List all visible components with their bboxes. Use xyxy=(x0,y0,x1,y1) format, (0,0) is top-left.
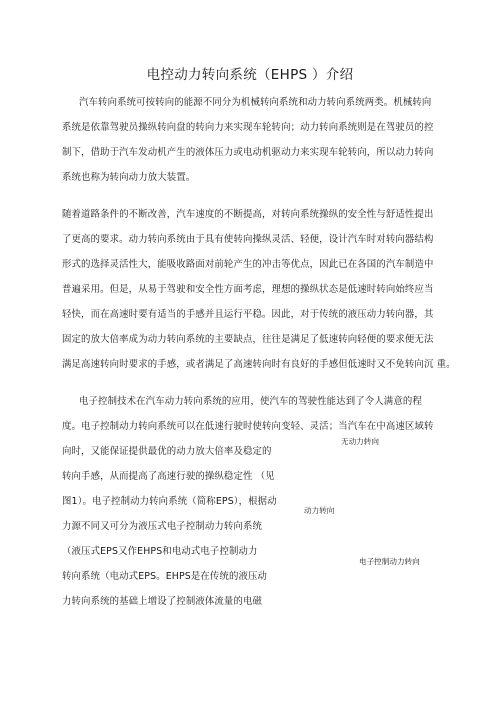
paragraph-line: 转向手感，从而提高了高速行驶的操纵稳定性 （见 xyxy=(62,471,275,482)
paragraph-line: 轻快，而在高速时要有适当的手感并且运行平稳。因此，对于传统的液压动力转向器，其 xyxy=(62,309,434,320)
paragraph-line: 汽车转向系统可按转向的能源不同分为机械转向系统和动力转向系统两类。机械转向 xyxy=(79,97,432,108)
page-title: 电控动力转向系统（EHPS ）介绍 xyxy=(146,67,354,83)
paragraph-line: 随着道路条件的不断改善，汽车速度的不断提高，对转向系统操纵的安全性与舒适性提出 xyxy=(62,209,434,220)
paragraph-line: 普遍采用。但是，从易于驾驶和安全性方面考虑，理想的操纵状态是低速时转向始终应当 xyxy=(62,284,434,295)
paragraph-line: 力源不同又可分为液压式电子控制动力转向系统 xyxy=(62,521,263,532)
paragraph-line: 转向系统（电动式EPS。EHPS是在传统的液压动 xyxy=(62,571,268,582)
paragraph-line: 图1）。电子控制动力转向系统（简称EPS），根据动 xyxy=(62,496,277,507)
paragraph-line: 满足高速转向时要求的手感，或者满足了高速转向时有良好的手感但低速时又不免转向沉 重。 xyxy=(62,359,456,370)
figure-label-power: 动力转向 xyxy=(304,506,335,515)
paragraph-line: 度。电子控制动力转向系统可以在低速行驶时使转向变轻、灵活；当汽车在中高速区域转 xyxy=(62,421,434,432)
figure-label-electronic: 电子控制动力转向 xyxy=(359,557,420,566)
paragraph-line: 向时，又能保证提供最优的动力放大倍率及稳定的 xyxy=(62,446,272,457)
paragraph-line: 固定的放大倍率成为动力转向系统的主要缺点，往往是满足了低速转向轻便的要求便无法 xyxy=(62,334,434,345)
figure-label-no-power: 无动力转向 xyxy=(341,437,379,446)
paragraph-line: 系统是依靠驾驶员操纵转向盘的转向力来实现车轮转向；动力转向系统则是在驾驶员的控 xyxy=(62,122,434,133)
paragraph-line: 力转向系统的基础上增设了控制液体流量的电磁 xyxy=(62,596,263,607)
paragraph-line: 电子控制技术在汽车动力转向系统的应用，使汽车的驾驶性能达到了令人满意的程 xyxy=(79,396,422,407)
paragraph-line: 制下，借助于汽车发动机产生的液体压力或电动机驱动力来实现车轮转向，所以动力转向 xyxy=(62,147,434,158)
paragraph-line: 了更高的要求。动力转向系统由于具有使转向操纵灵活、轻便，设计汽车时对转向器结构 xyxy=(62,234,434,245)
paragraph-line: （液压式EPS又作EHPS和电动式电子控制动力 xyxy=(62,546,258,557)
paragraph-line: 形式的选择灵活性大，能吸收路面对前轮产生的冲击等优点，因此已在各国的汽车制造中 xyxy=(62,259,434,270)
paragraph-line: 系统也称为转向动力放大装置。 xyxy=(62,172,196,183)
